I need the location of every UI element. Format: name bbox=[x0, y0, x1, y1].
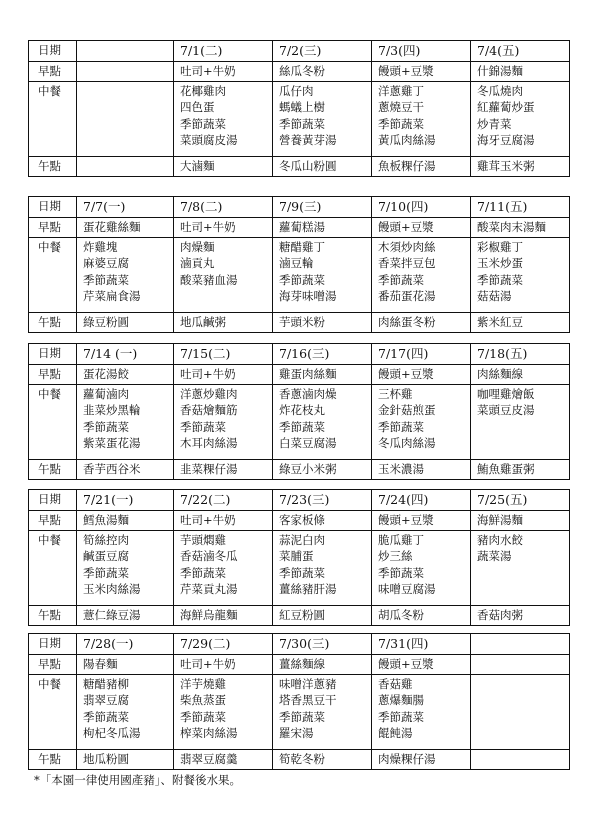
lunch-dish: 季節蔬菜 bbox=[180, 419, 226, 434]
lunch-dish: 滷貢丸 bbox=[180, 256, 215, 271]
breakfast-cell bbox=[77, 62, 174, 82]
lunch-dish: 季節蔬菜 bbox=[378, 419, 424, 434]
lunch-dish: 螞蟻上樹 bbox=[279, 100, 325, 115]
afternoon-label: 午點 bbox=[29, 606, 77, 626]
afternoon-cell: 紫米紅豆 bbox=[471, 313, 570, 333]
lunch-dish: 菜頭豆皮湯 bbox=[477, 403, 535, 418]
afternoon-row bbox=[29, 313, 570, 333]
afternoon-cell: 魚板粿仔湯 bbox=[372, 157, 471, 177]
breakfast-label: 早點 bbox=[29, 365, 77, 385]
breakfast-row bbox=[29, 655, 570, 675]
date-cell: 7/9(三) bbox=[273, 197, 372, 218]
lunch-dish: 味噌洋蔥豬 bbox=[279, 677, 337, 691]
lunch-dish: 柴魚蒸蛋 bbox=[180, 693, 226, 708]
lunch-dish: 三杯雞 bbox=[378, 387, 413, 401]
lunch-cell bbox=[471, 82, 570, 157]
lunch-dish: 季節蔬菜 bbox=[279, 116, 325, 131]
afternoon-cell: 肉絲蛋冬粉 bbox=[372, 313, 471, 333]
afternoon-cell: 綠豆粉圓 bbox=[77, 313, 174, 333]
lunch-dish: 洋芋燒雞 bbox=[180, 677, 226, 691]
breakfast-label: 早點 bbox=[29, 655, 77, 675]
lunch-dish: 蒜泥白肉 bbox=[279, 533, 325, 547]
date-cell: 7/16(三) bbox=[273, 344, 372, 365]
lunch-dish: 菜脯蛋 bbox=[279, 549, 314, 564]
afternoon-cell: 冬瓜山粉圓 bbox=[273, 157, 372, 177]
breakfast-cell: 絲瓜冬粉 bbox=[273, 62, 372, 82]
date-label: 日期 bbox=[29, 41, 77, 62]
lunch-dish: 餛飩湯 bbox=[378, 726, 413, 741]
lunch-label: 中餐 bbox=[29, 675, 77, 750]
afternoon-label: 午點 bbox=[29, 460, 77, 480]
lunch-dish: 木須炒肉絲 bbox=[378, 240, 436, 254]
breakfast-cell: 酸菜肉末湯麵 bbox=[471, 218, 570, 238]
lunch-dish: 季節蔬菜 bbox=[279, 272, 325, 287]
week-table-5 bbox=[28, 633, 570, 770]
breakfast-row bbox=[29, 62, 570, 82]
lunch-cell bbox=[77, 385, 174, 460]
lunch-cell bbox=[174, 385, 273, 460]
breakfast-row bbox=[29, 511, 570, 531]
lunch-dish: 豬肉水餃 bbox=[477, 533, 523, 547]
date-cell: 7/11(五) bbox=[471, 197, 570, 218]
breakfast-cell: 饅頭+豆漿 bbox=[372, 655, 471, 675]
breakfast-cell: 陽春麵 bbox=[77, 655, 174, 675]
lunch-cell bbox=[273, 531, 372, 606]
lunch-dish: 香菜拌豆包 bbox=[378, 256, 436, 271]
lunch-cell bbox=[471, 385, 570, 460]
date-cell: 7/29(二) bbox=[174, 634, 273, 655]
lunch-dish: 金針菇煎蛋 bbox=[378, 403, 436, 418]
lunch-dish: 黃瓜肉絲湯 bbox=[378, 133, 436, 148]
lunch-label: 中餐 bbox=[29, 385, 77, 460]
lunch-dish: 紅蘿蔔炒蛋 bbox=[477, 100, 535, 115]
date-label: 日期 bbox=[29, 634, 77, 655]
lunch-cell bbox=[273, 675, 372, 750]
breakfast-cell: 饅頭+豆漿 bbox=[372, 62, 471, 82]
afternoon-cell: 海鮮烏龍麵 bbox=[174, 606, 273, 626]
date-cell: 7/2(三) bbox=[273, 41, 372, 62]
breakfast-row bbox=[29, 218, 570, 238]
lunch-cell bbox=[471, 675, 570, 750]
afternoon-cell: 地瓜鹹粥 bbox=[174, 313, 273, 333]
afternoon-cell: 韭菜粿仔湯 bbox=[174, 460, 273, 480]
lunch-dish: 季節蔬菜 bbox=[477, 272, 523, 287]
lunch-dish: 菇菇湯 bbox=[477, 289, 512, 304]
lunch-dish: 糖醋豬柳 bbox=[83, 677, 129, 691]
lunch-cell bbox=[174, 82, 273, 157]
lunch-dish: 枸杞冬瓜湯 bbox=[83, 726, 141, 741]
afternoon-cell: 紅豆粉圓 bbox=[273, 606, 372, 626]
breakfast-cell: 肉絲麵線 bbox=[471, 365, 570, 385]
breakfast-row bbox=[29, 365, 570, 385]
lunch-dish: 冬瓜燒肉 bbox=[477, 84, 523, 98]
lunch-cell bbox=[372, 531, 471, 606]
date-cell: 7/18(五) bbox=[471, 344, 570, 365]
breakfast-cell: 蛋花雞絲麵 bbox=[77, 218, 174, 238]
lunch-row bbox=[29, 82, 570, 157]
date-cell: 7/22(二) bbox=[174, 490, 273, 511]
breakfast-cell: 吐司+牛奶 bbox=[174, 511, 273, 531]
lunch-label: 中餐 bbox=[29, 238, 77, 313]
week-table-1 bbox=[28, 40, 570, 177]
lunch-cell bbox=[77, 82, 174, 157]
lunch-dish: 鹹蛋豆腐 bbox=[83, 549, 129, 564]
breakfast-cell: 薑絲麵線 bbox=[273, 655, 372, 675]
lunch-dish: 季節蔬菜 bbox=[180, 709, 226, 724]
afternoon-cell: 大滷麵 bbox=[174, 157, 273, 177]
breakfast-cell: 蘿蔔糕湯 bbox=[273, 218, 372, 238]
lunch-cell bbox=[77, 531, 174, 606]
week-table-2 bbox=[28, 196, 570, 333]
lunch-row bbox=[29, 238, 570, 313]
lunch-dish: 芹菜貢丸湯 bbox=[180, 582, 238, 597]
breakfast-cell: 鱈魚湯麵 bbox=[77, 511, 174, 531]
afternoon-cell: 薏仁綠豆湯 bbox=[77, 606, 174, 626]
lunch-dish: 季節蔬菜 bbox=[378, 116, 424, 131]
week-table-4 bbox=[28, 489, 570, 626]
lunch-dish: 炒青菜 bbox=[477, 116, 512, 131]
lunch-dish: 翡翠豆腐 bbox=[83, 693, 129, 708]
lunch-dish: 季節蔬菜 bbox=[180, 116, 226, 131]
lunch-row bbox=[29, 385, 570, 460]
breakfast-cell: 吐司+牛奶 bbox=[174, 218, 273, 238]
date-cell bbox=[471, 634, 570, 655]
date-cell: 7/21(一) bbox=[77, 490, 174, 511]
lunch-dish: 麻婆豆腐 bbox=[83, 256, 129, 271]
lunch-dish: 洋蔥雞丁 bbox=[378, 84, 424, 98]
afternoon-cell: 芋頭米粉 bbox=[273, 313, 372, 333]
date-cell: 7/10(四) bbox=[372, 197, 471, 218]
lunch-cell bbox=[174, 238, 273, 313]
afternoon-label: 午點 bbox=[29, 157, 77, 177]
lunch-row bbox=[29, 531, 570, 606]
lunch-dish: 白菜豆腐湯 bbox=[279, 436, 337, 451]
lunch-dish: 糖醋雞丁 bbox=[279, 240, 325, 254]
lunch-dish: 海芽味噌湯 bbox=[279, 289, 337, 304]
afternoon-cell: 香芋西谷米 bbox=[77, 460, 174, 480]
breakfast-cell: 吐司+牛奶 bbox=[174, 365, 273, 385]
lunch-dish: 番茄蛋花湯 bbox=[378, 289, 436, 304]
afternoon-cell: 雞茸玉米粥 bbox=[471, 157, 570, 177]
breakfast-cell: 吐司+牛奶 bbox=[174, 655, 273, 675]
breakfast-cell: 客家板條 bbox=[273, 511, 372, 531]
lunch-dish: 季節蔬菜 bbox=[180, 565, 226, 580]
lunch-dish: 香菇滷冬瓜 bbox=[180, 549, 238, 564]
lunch-dish: 洋蔥炒雞肉 bbox=[180, 387, 238, 401]
lunch-dish: 蔥燒豆干 bbox=[378, 100, 424, 115]
breakfast-cell: 蛋花湯餃 bbox=[77, 365, 174, 385]
lunch-dish: 榨菜肉絲湯 bbox=[180, 726, 238, 741]
lunch-dish: 季節蔬菜 bbox=[279, 419, 325, 434]
lunch-dish: 瓜仔肉 bbox=[279, 84, 314, 98]
lunch-dish: 筍絲控肉 bbox=[83, 533, 129, 547]
breakfast-cell: 吐司+牛奶 bbox=[174, 62, 273, 82]
lunch-dish: 肉燥麵 bbox=[180, 240, 215, 254]
date-cell: 7/24(四) bbox=[372, 490, 471, 511]
lunch-label: 中餐 bbox=[29, 82, 77, 157]
breakfast-label: 早點 bbox=[29, 62, 77, 82]
lunch-cell bbox=[273, 238, 372, 313]
date-cell: 7/28(一) bbox=[77, 634, 174, 655]
breakfast-label: 早點 bbox=[29, 511, 77, 531]
lunch-dish: 蔬菜湯 bbox=[477, 549, 512, 564]
date-cell: 7/1(二) bbox=[174, 41, 273, 62]
lunch-cell bbox=[77, 675, 174, 750]
lunch-dish: 木耳肉絲湯 bbox=[180, 436, 238, 451]
lunch-cell bbox=[273, 385, 372, 460]
lunch-dish: 蔥爆麵腸 bbox=[378, 693, 424, 708]
afternoon-cell: 地瓜粉圓 bbox=[77, 750, 174, 770]
breakfast-label: 早點 bbox=[29, 218, 77, 238]
lunch-dish: 季節蔬菜 bbox=[83, 709, 129, 724]
date-cell: 7/4(五) bbox=[471, 41, 570, 62]
lunch-dish: 滷豆輪 bbox=[279, 256, 314, 271]
footnote: *「本園一律使用國產豬」、附餐後水果。 bbox=[34, 773, 241, 787]
lunch-dish: 玉米炒蛋 bbox=[477, 256, 523, 271]
lunch-dish: 韭菜炒黑輪 bbox=[83, 403, 141, 418]
lunch-cell bbox=[174, 531, 273, 606]
date-label: 日期 bbox=[29, 197, 77, 218]
lunch-dish: 咖哩雞燴飯 bbox=[477, 387, 535, 401]
afternoon-row bbox=[29, 606, 570, 626]
lunch-cell bbox=[174, 675, 273, 750]
lunch-dish: 玉米肉絲湯 bbox=[83, 582, 141, 597]
lunch-dish: 四色蛋 bbox=[180, 100, 215, 115]
lunch-cell bbox=[372, 238, 471, 313]
lunch-dish: 季節蔬菜 bbox=[378, 565, 424, 580]
lunch-dish: 炸雞塊 bbox=[83, 240, 118, 254]
lunch-cell bbox=[273, 82, 372, 157]
date-cell: 7/31(四) bbox=[372, 634, 471, 655]
lunch-dish: 炒三絲 bbox=[378, 549, 413, 564]
breakfast-cell bbox=[471, 655, 570, 675]
lunch-label: 中餐 bbox=[29, 531, 77, 606]
breakfast-cell: 饅頭+豆漿 bbox=[372, 365, 471, 385]
date-cell: 7/3(四) bbox=[372, 41, 471, 62]
afternoon-cell bbox=[77, 157, 174, 177]
lunch-cell bbox=[372, 82, 471, 157]
lunch-dish: 季節蔬菜 bbox=[83, 272, 129, 287]
afternoon-cell bbox=[471, 750, 570, 770]
afternoon-row bbox=[29, 750, 570, 770]
afternoon-cell: 胡瓜冬粉 bbox=[372, 606, 471, 626]
lunch-dish: 季節蔬菜 bbox=[83, 419, 129, 434]
breakfast-cell: 饅頭+豆漿 bbox=[372, 511, 471, 531]
date-cell: 7/30(三) bbox=[273, 634, 372, 655]
lunch-dish: 營養黃芽湯 bbox=[279, 133, 337, 148]
date-cell: 7/25(五) bbox=[471, 490, 570, 511]
afternoon-label: 午點 bbox=[29, 313, 77, 333]
lunch-dish: 蘿蔔滷肉 bbox=[83, 387, 129, 401]
afternoon-cell: 翡翠豆腐羹 bbox=[174, 750, 273, 770]
lunch-dish: 芹菜扁食湯 bbox=[83, 289, 141, 304]
afternoon-cell: 筍乾冬粉 bbox=[273, 750, 372, 770]
lunch-dish: 酸菜豬血湯 bbox=[180, 272, 238, 287]
lunch-dish: 薑絲豬肝湯 bbox=[279, 582, 337, 597]
lunch-cell bbox=[372, 675, 471, 750]
date-row bbox=[29, 41, 570, 62]
date-cell: 7/23(三) bbox=[273, 490, 372, 511]
afternoon-cell: 鮪魚雞蛋粥 bbox=[471, 460, 570, 480]
date-cell: 7/8(二) bbox=[174, 197, 273, 218]
lunch-dish: 味噌豆腐湯 bbox=[378, 582, 436, 597]
lunch-dish: 菜頭腐皮湯 bbox=[180, 133, 238, 148]
afternoon-cell: 香菇肉粥 bbox=[471, 606, 570, 626]
lunch-dish: 脆瓜雞丁 bbox=[378, 533, 424, 547]
afternoon-cell: 肉燥粿仔湯 bbox=[372, 750, 471, 770]
lunch-dish: 季節蔬菜 bbox=[83, 565, 129, 580]
afternoon-row bbox=[29, 157, 570, 177]
date-cell: 7/14 (一) bbox=[77, 344, 174, 365]
lunch-row bbox=[29, 675, 570, 750]
breakfast-cell: 雞蛋肉絲麵 bbox=[273, 365, 372, 385]
date-label: 日期 bbox=[29, 344, 77, 365]
lunch-dish: 羅宋湯 bbox=[279, 726, 314, 741]
lunch-dish: 花椰雞肉 bbox=[180, 84, 226, 98]
lunch-dish: 彩椒雞丁 bbox=[477, 240, 523, 254]
breakfast-cell: 海鮮湯麵 bbox=[471, 511, 570, 531]
lunch-dish: 香菇燴麵筋 bbox=[180, 403, 238, 418]
lunch-dish: 季節蔬菜 bbox=[279, 565, 325, 580]
date-cell: 7/15(二) bbox=[174, 344, 273, 365]
breakfast-cell: 饅頭+豆漿 bbox=[372, 218, 471, 238]
afternoon-cell: 綠豆小米粥 bbox=[273, 460, 372, 480]
lunch-dish: 香蔥滷肉燥 bbox=[279, 387, 337, 401]
date-row bbox=[29, 197, 570, 218]
afternoon-row bbox=[29, 460, 570, 480]
date-row bbox=[29, 490, 570, 511]
lunch-dish: 季節蔬菜 bbox=[378, 709, 424, 724]
breakfast-cell: 什錦湯麵 bbox=[471, 62, 570, 82]
lunch-dish: 季節蔬菜 bbox=[279, 709, 325, 724]
lunch-dish: 炸花枝丸 bbox=[279, 403, 325, 418]
date-row bbox=[29, 634, 570, 655]
lunch-dish: 芋頭燜雞 bbox=[180, 533, 226, 547]
lunch-dish: 季節蔬菜 bbox=[378, 272, 424, 287]
lunch-dish: 海牙豆腐湯 bbox=[477, 133, 535, 148]
lunch-cell bbox=[77, 238, 174, 313]
date-cell: 7/17(四) bbox=[372, 344, 471, 365]
lunch-cell bbox=[471, 238, 570, 313]
lunch-cell bbox=[471, 531, 570, 606]
lunch-dish: 塔香黑豆干 bbox=[279, 693, 337, 708]
afternoon-cell: 玉米濃湯 bbox=[372, 460, 471, 480]
date-label: 日期 bbox=[29, 490, 77, 511]
lunch-cell bbox=[372, 385, 471, 460]
date-cell: 7/7(一) bbox=[77, 197, 174, 218]
lunch-dish: 冬瓜肉絲湯 bbox=[378, 436, 436, 451]
date-row bbox=[29, 344, 570, 365]
lunch-dish: 紫菜蛋花湯 bbox=[83, 436, 141, 451]
afternoon-label: 午點 bbox=[29, 750, 77, 770]
lunch-dish: 香菇雞 bbox=[378, 677, 413, 691]
date-cell bbox=[77, 41, 174, 62]
week-table-3 bbox=[28, 343, 570, 480]
